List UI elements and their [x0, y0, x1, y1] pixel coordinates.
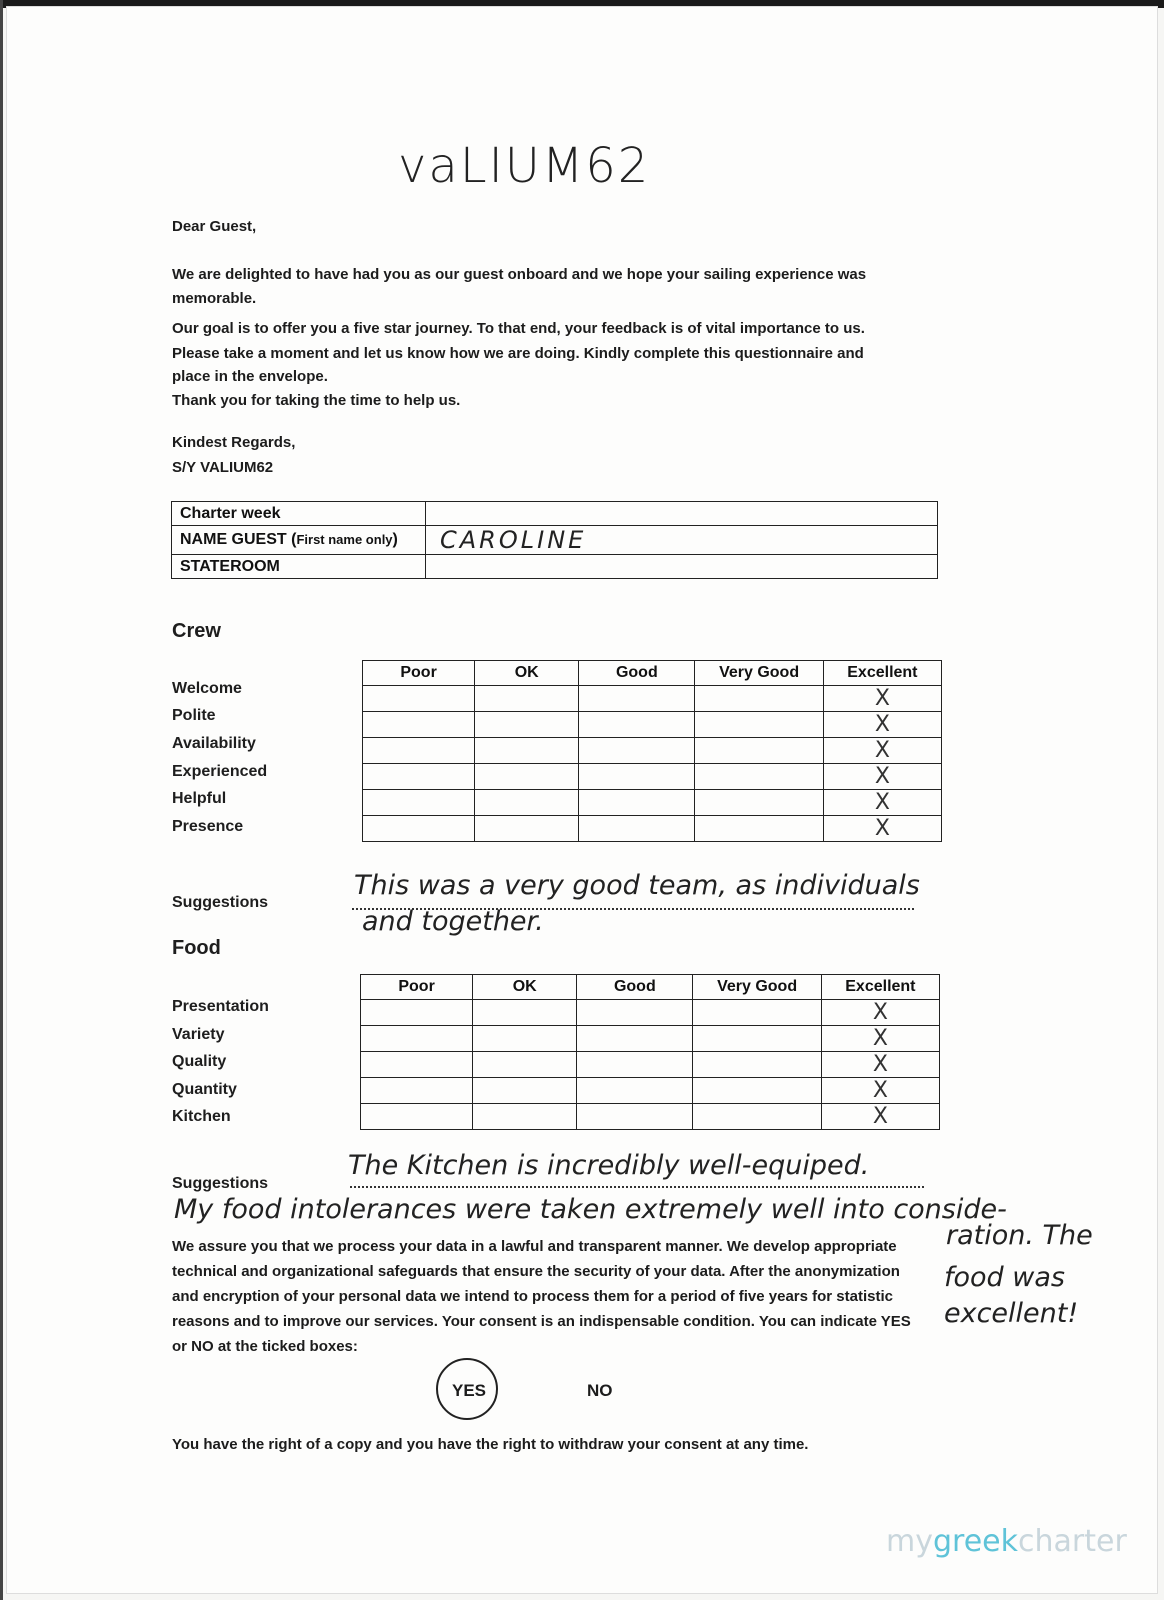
rating-column-header: Very Good: [693, 975, 821, 1000]
rating-cell-very-good[interactable]: [695, 764, 823, 790]
crew-suggestions-label: Suggestions: [172, 894, 269, 911]
rating-cell-excellent[interactable]: [823, 738, 941, 764]
rating-column-header: Excellent: [821, 975, 939, 1000]
food-suggestion-text-2: My food intolerances were taken extremely well into conside-: [174, 1194, 1007, 1225]
rating-column-header: Very Good: [695, 661, 823, 686]
rating-cell-poor[interactable]: [363, 686, 475, 712]
letter-para2-line1: Our goal is to offer you a five star journey. To that end, your feedback is of vital importance to us.: [172, 320, 865, 337]
rating-cell-excellent[interactable]: [823, 686, 941, 712]
rating-cell-poor[interactable]: [363, 764, 475, 790]
rating-cell-poor[interactable]: [361, 1026, 473, 1052]
name-guest-field[interactable]: CAROLINE: [426, 526, 938, 555]
rating-row: [363, 686, 942, 712]
rating-cell-good[interactable]: [577, 1078, 693, 1104]
rating-cell-ok[interactable]: [475, 816, 579, 842]
rating-cell-poor[interactable]: [363, 712, 475, 738]
consent-no-option[interactable]: NO: [587, 1381, 613, 1400]
rating-cell-very-good[interactable]: [693, 1026, 821, 1052]
row-label: Experienced: [172, 763, 268, 780]
checked-x-mark: X: [872, 1052, 888, 1077]
privacy-line5: or NO at the ticked boxes:: [172, 1338, 358, 1355]
rating-cell-good[interactable]: [579, 712, 695, 738]
row-label: Variety: [172, 1026, 225, 1043]
rating-header-row: [363, 661, 942, 686]
info-label: STATEROOM: [172, 555, 426, 579]
crew-heading: Crew: [172, 620, 221, 642]
food-suggestion-text-3: ration. The: [946, 1220, 1093, 1251]
food-suggestion-line: [350, 1186, 924, 1188]
rating-cell-good[interactable]: [579, 790, 695, 816]
rating-cell-good[interactable]: [579, 738, 695, 764]
crew-suggestion-text-2: and together.: [362, 906, 544, 937]
rating-cell-excellent[interactable]: [821, 1026, 939, 1052]
privacy-line1: We assure you that we process your data in a lawful and transparent manner. We develop appropriate: [172, 1238, 897, 1255]
consent-yes-option[interactable]: YES: [452, 1381, 487, 1400]
info-row-charter-week: [172, 502, 938, 526]
checked-x-mark: X: [872, 1026, 888, 1051]
privacy-footer: You have the right of a copy and you have the right to withdraw your consent at any time.: [172, 1436, 809, 1453]
rating-row: [363, 738, 942, 764]
privacy-line3: and encryption of your personal data we intend to process them for a period of five years for statistic: [172, 1288, 893, 1305]
rating-column-header: Excellent: [823, 661, 941, 686]
letter-para3: Thank you for taking the time to help us.: [172, 392, 461, 409]
rating-cell-very-good[interactable]: [695, 738, 823, 764]
rating-cell-poor[interactable]: [363, 816, 475, 842]
mygreekcharter-watermark: mygreekcharter: [886, 1524, 1127, 1559]
rating-cell-poor[interactable]: [361, 1078, 473, 1104]
row-label: Availability: [172, 735, 256, 752]
row-label: Polite: [172, 707, 216, 724]
rating-row: [361, 1026, 940, 1052]
rating-cell-very-good[interactable]: [693, 1104, 821, 1130]
row-label: Helpful: [172, 790, 227, 807]
food-rating-table: [360, 974, 940, 1130]
rating-column-header: Poor: [363, 661, 475, 686]
letter-para2-line3: place in the envelope.: [172, 368, 328, 385]
charter-week-field[interactable]: [426, 502, 938, 526]
rating-cell-good[interactable]: [577, 1104, 693, 1130]
rating-cell-poor[interactable]: [363, 738, 475, 764]
rating-row: [363, 712, 942, 738]
rating-cell-ok[interactable]: [475, 712, 579, 738]
checked-x-mark: X: [872, 1000, 888, 1025]
rating-cell-very-good[interactable]: [693, 1052, 821, 1078]
letter-signature: S/Y VALIUM62: [172, 459, 274, 476]
rating-row: [363, 816, 942, 842]
rating-row: [361, 1052, 940, 1078]
checked-x-mark: X: [874, 790, 890, 815]
rating-row: [361, 1104, 940, 1130]
crew-rating-table: [362, 660, 942, 842]
checked-x-mark: X: [874, 738, 890, 763]
valium62-logo: vaLIUM62: [398, 138, 651, 194]
rating-cell-excellent[interactable]: [823, 764, 941, 790]
rating-cell-excellent[interactable]: [823, 712, 941, 738]
rating-cell-very-good[interactable]: [693, 1000, 821, 1026]
checked-x-mark: X: [874, 764, 890, 789]
rating-cell-very-good[interactable]: [695, 790, 823, 816]
rating-row: [361, 1000, 940, 1026]
row-label: Kitchen: [172, 1108, 231, 1125]
rating-cell-poor[interactable]: [361, 1104, 473, 1130]
stateroom-field[interactable]: [426, 555, 938, 579]
rating-cell-excellent[interactable]: [821, 1104, 939, 1130]
rating-column-header: Good: [579, 661, 695, 686]
checked-x-mark: X: [874, 816, 890, 841]
checked-x-mark: X: [872, 1078, 888, 1103]
rating-cell-very-good[interactable]: [695, 686, 823, 712]
row-label: Quantity: [172, 1081, 237, 1098]
rating-cell-ok[interactable]: [473, 1000, 577, 1026]
info-label: NAME GUEST (First name only): [172, 526, 426, 555]
privacy-line4: reasons and to improve our services. Your consent is an indispensable condition. You can indicate YES: [172, 1313, 911, 1330]
rating-cell-excellent[interactable]: [821, 1078, 939, 1104]
rating-cell-good[interactable]: [577, 1026, 693, 1052]
rating-cell-poor[interactable]: [361, 1000, 473, 1026]
food-suggestions-label: Suggestions: [172, 1175, 269, 1192]
row-label: Quality: [172, 1053, 227, 1070]
checked-x-mark: X: [874, 686, 890, 711]
checked-x-mark: X: [874, 712, 890, 737]
info-label: Charter week: [172, 502, 426, 526]
food-heading: Food: [172, 937, 221, 959]
food-suggestion-text-1: The Kitchen is incredibly well-equiped.: [348, 1150, 870, 1181]
rating-cell-excellent[interactable]: [823, 816, 941, 842]
rating-cell-ok[interactable]: [473, 1052, 577, 1078]
letter-para1-line2: memorable.: [172, 290, 257, 307]
rating-cell-excellent[interactable]: [821, 1052, 939, 1078]
rating-cell-very-good[interactable]: [695, 712, 823, 738]
food-suggestion-text-4: food was: [944, 1262, 1065, 1293]
rating-cell-good[interactable]: [579, 764, 695, 790]
rating-cell-very-good[interactable]: [695, 816, 823, 842]
rating-column-header: OK: [473, 975, 577, 1000]
rating-cell-good[interactable]: [577, 1000, 693, 1026]
rating-column-header: OK: [475, 661, 579, 686]
rating-cell-good[interactable]: [579, 686, 695, 712]
rating-cell-very-good[interactable]: [693, 1078, 821, 1104]
rating-cell-poor[interactable]: [363, 790, 475, 816]
rating-cell-excellent[interactable]: [823, 790, 941, 816]
letter-para1-line1: We are delighted to have had you as our guest onboard and we hope your sailing experience was: [172, 266, 867, 283]
privacy-line2: technical and organizational safeguards that ensure the security of your data. After the anonymization: [172, 1263, 900, 1280]
crew-suggestion-text-1: This was a very good team, as individuals: [354, 870, 920, 901]
checked-x-mark: X: [872, 1104, 888, 1129]
info-row-name-guest: [172, 526, 938, 555]
rating-cell-ok[interactable]: [475, 738, 579, 764]
rating-cell-poor[interactable]: [361, 1052, 473, 1078]
letter-closing: Kindest Regards,: [172, 434, 296, 451]
rating-cell-ok[interactable]: [473, 1104, 577, 1130]
rating-row: [363, 790, 942, 816]
rating-row: [361, 1078, 940, 1104]
rating-column-header: Good: [577, 975, 693, 1000]
rating-column-header: Poor: [361, 975, 473, 1000]
rating-cell-good[interactable]: [577, 1052, 693, 1078]
rating-cell-ok[interactable]: [475, 790, 579, 816]
rating-header-row: [361, 975, 940, 1000]
food-suggestion-text-5: excellent!: [944, 1298, 1079, 1329]
rating-cell-ok[interactable]: [473, 1026, 577, 1052]
scan-left-edge: [0, 0, 3, 1600]
guest-info-table: [171, 501, 938, 579]
greeting: Dear Guest,: [172, 218, 257, 235]
rating-cell-ok[interactable]: [473, 1078, 577, 1104]
rating-cell-ok[interactable]: [475, 686, 579, 712]
rating-cell-excellent[interactable]: [821, 1000, 939, 1026]
rating-row: [363, 764, 942, 790]
row-label: Presentation: [172, 998, 269, 1015]
info-row-stateroom: [172, 555, 938, 579]
rating-cell-good[interactable]: [579, 816, 695, 842]
rating-cell-ok[interactable]: [475, 764, 579, 790]
letter-para2-line2: Please take a moment and let us know how we are doing. Kindly complete this questionnaire and: [172, 345, 864, 362]
row-label: Presence: [172, 818, 244, 835]
row-label: Welcome: [172, 680, 242, 697]
